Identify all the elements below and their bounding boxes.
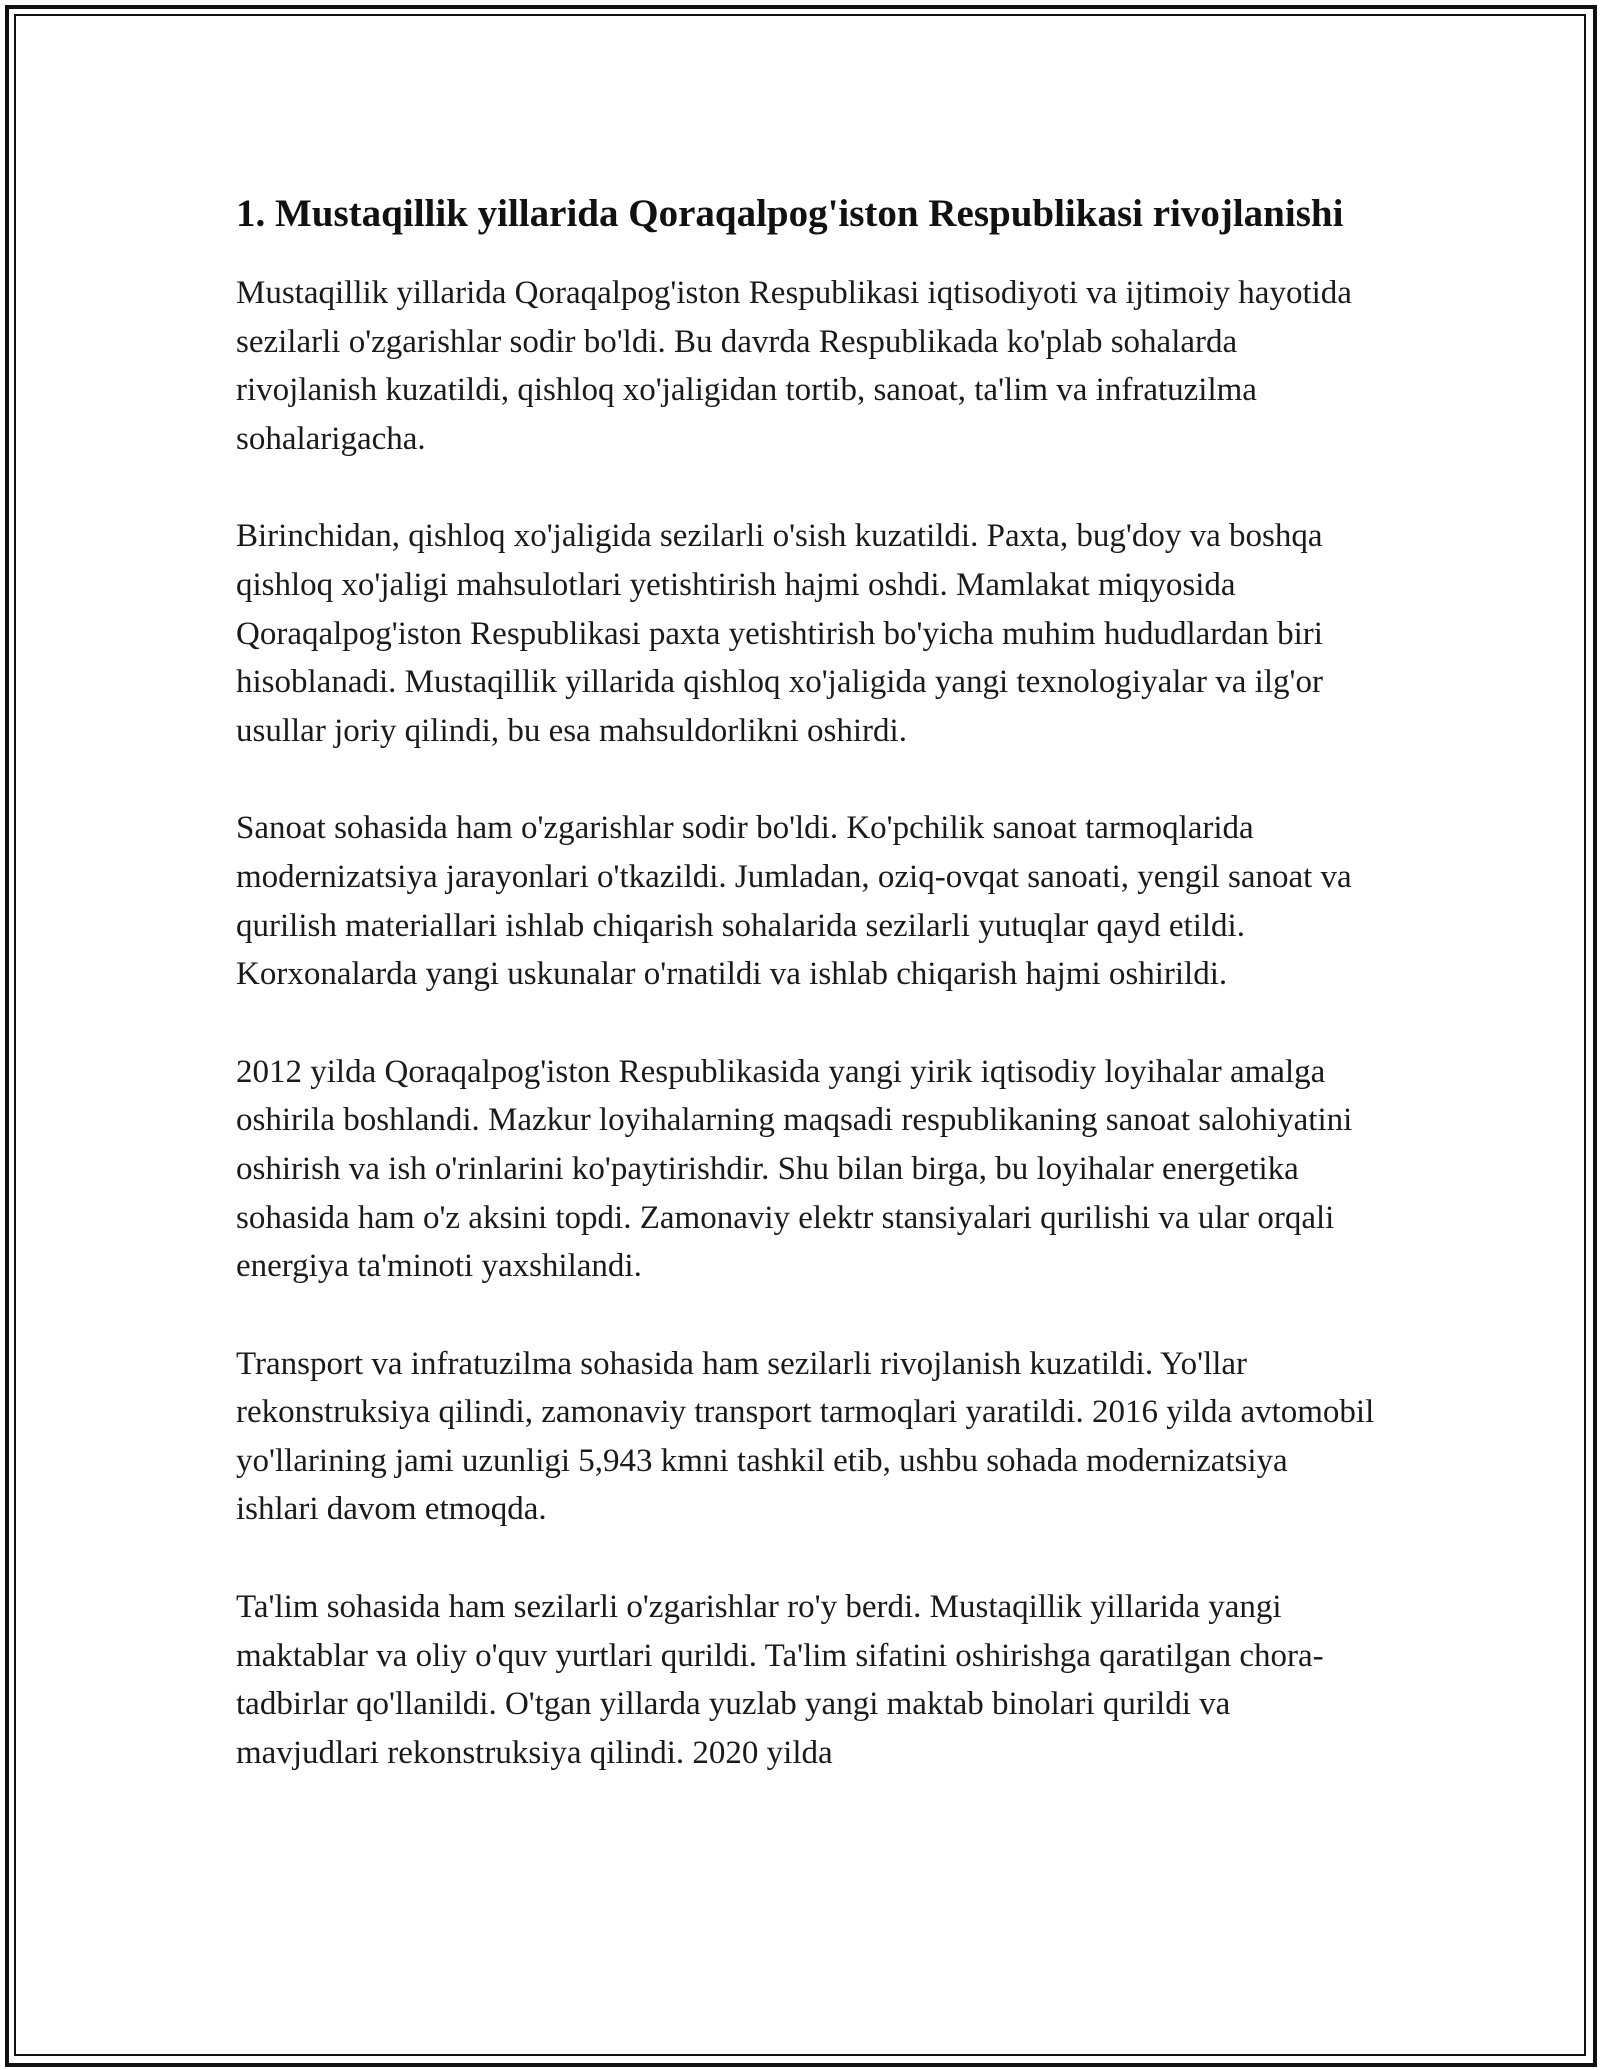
paragraph-education: Ta'lim sohasida ham sezilarli o'zgarishlar ro'y berdi. Mustaqillik yillarida yangi maktablar va oliy o'quv yurtlari qurildi. Ta'lim sifatini oshirishga qaratilgan chora-tadbirlar qo'llanildi. O'tgan yillarda yuzlab yangi maktab binolari qurildi va mavjudlari rekonstruksiya qilindi. 2020 yilda (236, 1589, 1324, 1771)
paragraph-intro: Mustaqillik yillarida Qoraqalpog'iston Respublikasi iqtisodiyoti va ijtimoiy hayotida sezilarli o'zgarishlar sodir bo'ldi. Bu davrda Respublikada ko'plab sohalarda rivojlanish kuzatildi, qishloq xo'jaligidan tortib, sanoat, ta'lim va infratuzilma sohalarigacha. (236, 275, 1352, 457)
document-body (236, 186, 1376, 1826)
section-title: 1. Mustaqillik yillarida Qoraqalpog'iston Respublikasi rivojlanishi (236, 192, 1344, 235)
paragraph-transport: Transport va infratuzilma sohasida ham sezilarli rivojlanish kuzatildi. Yo'llar rekonstruksiya qilindi, zamonaviy transport tarmoqlari yaratildi. 2016 yilda avtomobil yo'llarining jami uzunligi 5,943 kmni tashkil etib, ushbu sohada modernizatsiya ishlari davom etmoqda. (236, 1345, 1375, 1528)
paragraph-projects-2012: 2012 yilda Qoraqalpog'iston Respublikasida yangi yirik iqtisodiy loyihalar amalga oshirila boshlandi. Mazkur loyihalarning maqsadi respublikaning sanoat salohiyatini oshirish va ish o'rinlarini ko'paytirishdir. Shu bilan birga, bu loyihalar energetika sohasida ham o'z aksini topdi. Zamonaviy elektr stansiyalari qurilishi va ular orqali energiya ta'minoti yaxshilandi. (236, 1053, 1353, 1285)
paragraph-agriculture: Birinchidan, qishloq xo'jaligida sezilarli o'sish kuzatildi. Paxta, bug'doy va boshqa qishloq xo'jaligi mahsulotlari yetishtirish hajmi oshdi. Mamlakat miqyosida Qoraqalpog'iston Respublikasi paxta yetishtirish bo'yicha muhim hududlardan biri hisoblanadi. Mustaqillik yillarida qishloq xo'jaligida yangi texnologiyalar va ilg'or usullar joriy qilindi, bu esa mahsuldorlikni oshirdi. (236, 518, 1323, 749)
paragraph-industry: Sanoat sohasida ham o'zgarishlar sodir bo'ldi. Ko'pchilik sanoat tarmoqlarida modernizatsiya jarayonlari o'tkazildi. Jumladan, oziq-ovqat sanoati, yengil sanoat va qurilish materiallari ishlab chiqarish sohalarida sezilarli yutuqlar qayd etildi. Korxonalarda yangi uskunalar o'rnatildi va ishlab chiqarish hajmi oshirildi. (236, 810, 1352, 993)
